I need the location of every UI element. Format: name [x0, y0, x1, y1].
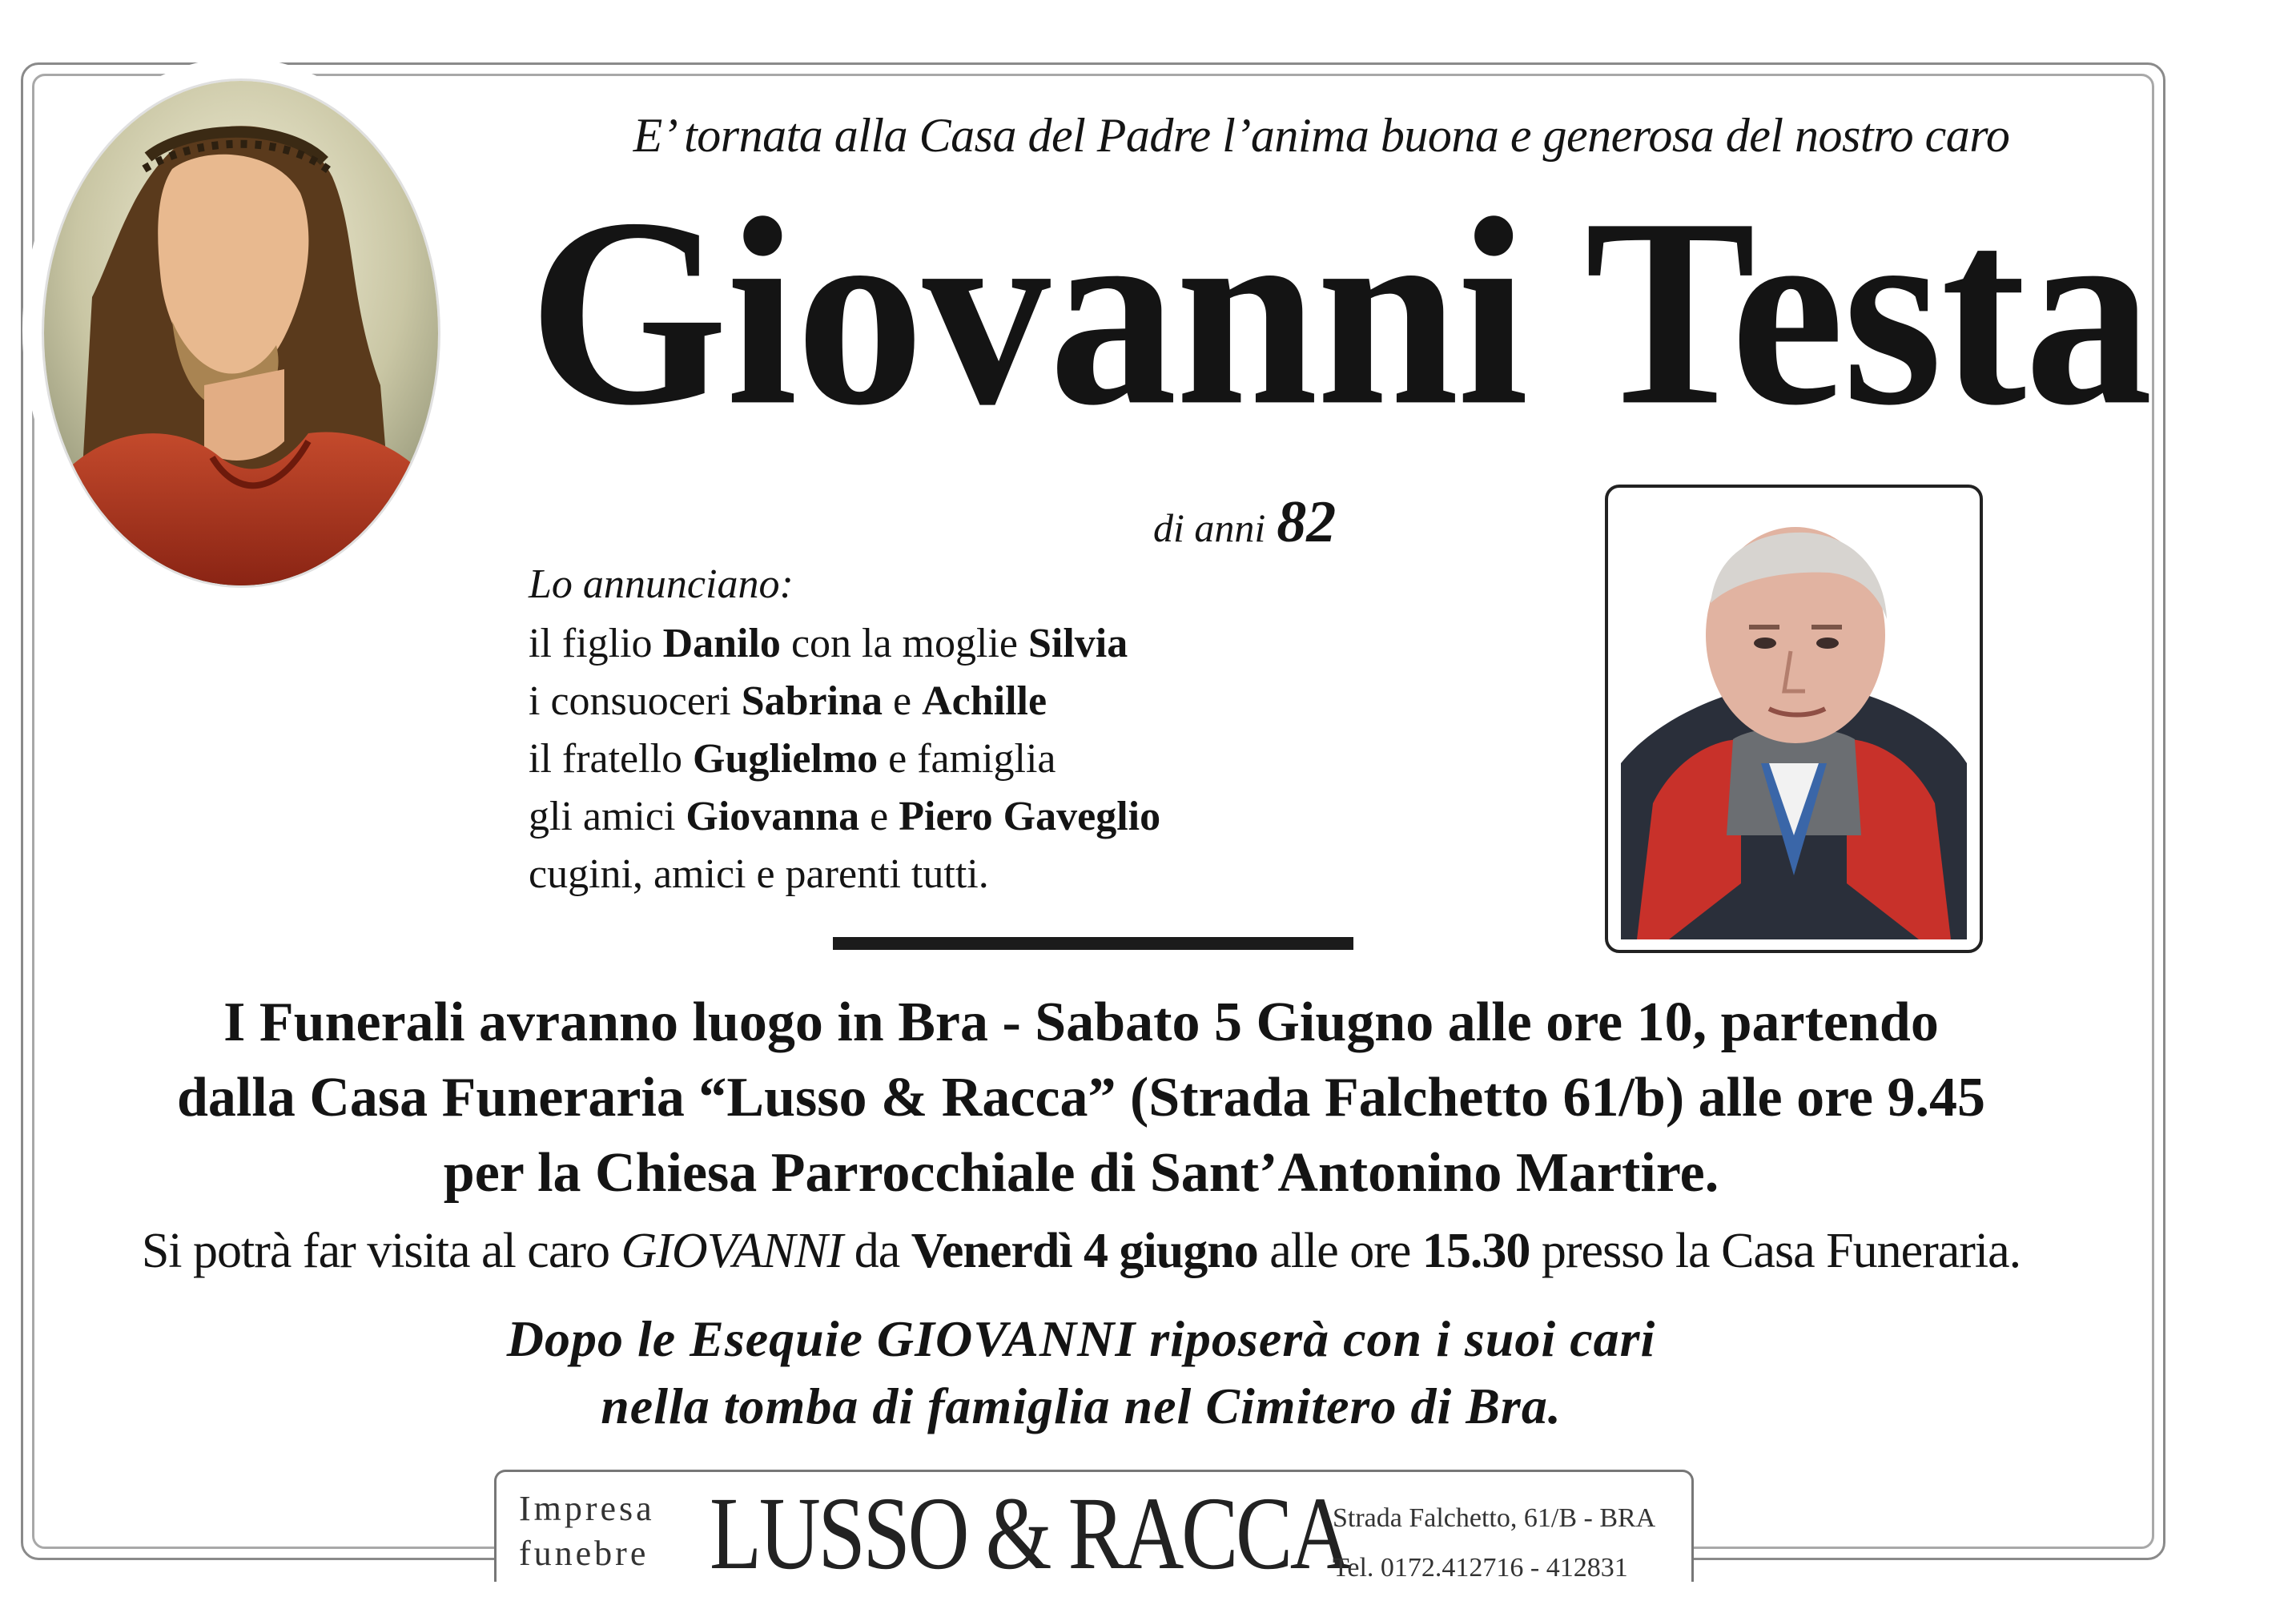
line-text: cugini, amici e parenti tutti.: [529, 851, 989, 897]
line-text: e famiglia: [878, 736, 1056, 782]
family-name: Sabrina: [741, 678, 883, 724]
announcement-line: [529, 615, 1160, 673]
line-text: i consuoceri: [529, 678, 742, 724]
intro-sentence: E’ tornata alla Casa del Padre l’anima buona e generosa del nostro caro: [633, 109, 2010, 162]
family-name: Giovanna: [686, 794, 860, 839]
family-name: Guglielmo: [693, 736, 879, 782]
religious-image-oval: [42, 78, 440, 588]
visit-text: presso la Casa Funeraria.: [1530, 1224, 2021, 1278]
deceased-photo: [1621, 499, 1967, 939]
age-label: di anni: [1153, 505, 1266, 550]
announcement-line: [529, 673, 1160, 730]
burial-info: [48, 1305, 2114, 1440]
funeral-home-address: Strada Falchetto, 61/B - BRA: [1333, 1503, 1656, 1533]
burial-line: Dopo le Esequie GIOVANNI riposerà con i suoi cari: [506, 1310, 1656, 1367]
funeral-home-contact: [1333, 1494, 1655, 1593]
visit-time: 15.30: [1421, 1224, 1530, 1278]
line-text: e: [859, 794, 899, 839]
impresa-funebre-label: [519, 1486, 655, 1576]
funeral-line: dalla Casa Funeraria “Lusso & Racca” (Strada Falchetto 61/b) alle ore 9.45: [177, 1067, 1985, 1128]
family-name: Silvia: [1027, 621, 1128, 666]
family-name: Achille: [922, 678, 1047, 724]
announcement-line: [529, 846, 1160, 903]
visit-date: Venerdì 4 giugno: [911, 1224, 1258, 1278]
family-name: Piero Gaveglio: [899, 794, 1161, 839]
imp-line: Impresa: [519, 1489, 655, 1528]
announcement-list: [529, 615, 1160, 903]
funeral-home-phone: Tel. 0172.412716 - 412831: [1333, 1553, 1628, 1583]
man-portrait-icon: [1621, 499, 1967, 939]
line-text: gli amici: [529, 794, 686, 839]
visit-text: da: [842, 1224, 911, 1278]
imp-line: funebre: [519, 1534, 649, 1573]
funeral-line: per la Chiesa Parrocchiale di Sant’Antonino Martire.: [443, 1142, 1719, 1204]
funeral-line: I Funerali avranno luogo in Bra - Sabato 5 Giugno alle ore 10, partendo: [223, 992, 1939, 1053]
christ-portrait-icon: [44, 81, 438, 585]
age-value: 82: [1277, 489, 1337, 555]
visiting-info: [48, 1223, 2114, 1280]
age-line: [1153, 489, 1336, 557]
deceased-name: Giovanni Testa: [529, 163, 2152, 461]
family-name: Danilo: [662, 621, 781, 666]
funeral-home-brand: LUSSO & RACCA: [710, 1476, 1349, 1591]
line-text: il fratello: [529, 736, 694, 782]
visit-text: Si potrà far visita al caro: [141, 1224, 621, 1278]
announcement-title: Lo annunciano:: [529, 561, 794, 607]
announcement-line: [529, 730, 1160, 788]
line-text: e: [882, 678, 923, 724]
burial-line: nella tomba di famiglia nel Cimitero di Bra.: [601, 1378, 1562, 1434]
section-divider: [833, 937, 1353, 950]
line-text: il figlio: [529, 621, 663, 666]
line-text: con la moglie: [780, 621, 1028, 666]
visit-name: GIOVANNI: [621, 1224, 843, 1278]
visit-text: alle ore: [1257, 1224, 1422, 1278]
announcement-line: [529, 788, 1160, 846]
funeral-details: [48, 985, 2114, 1211]
